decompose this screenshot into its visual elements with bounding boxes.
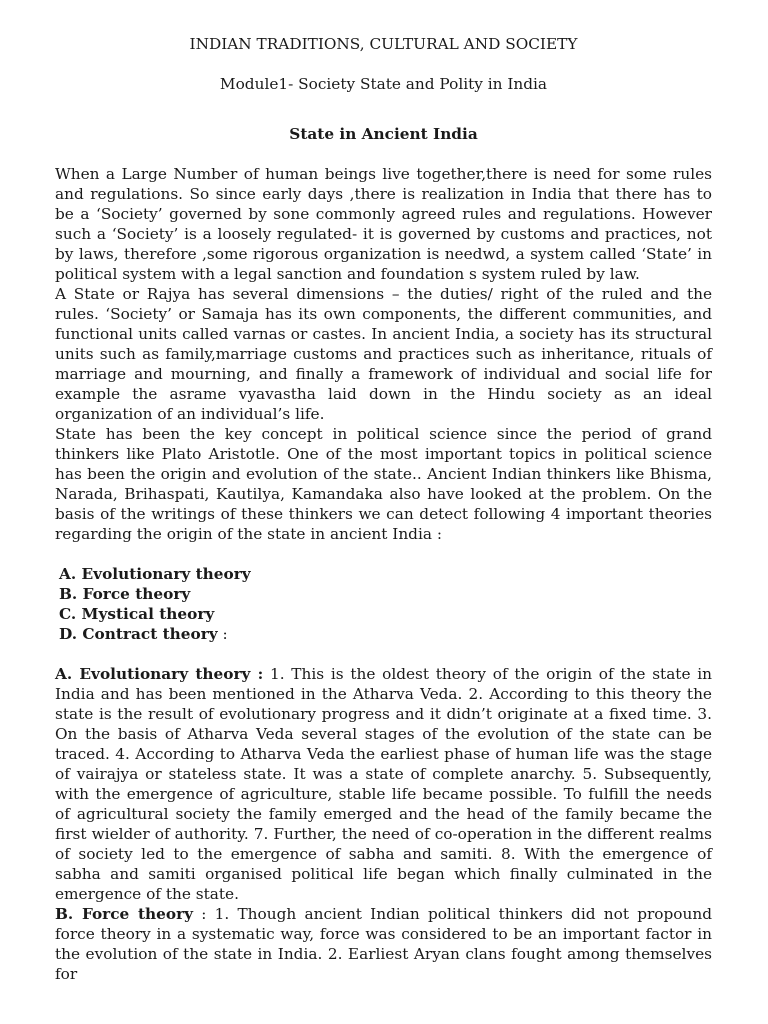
theory-b: B. Force theory: [59, 585, 191, 603]
paragraph-force-theory: [55, 904, 712, 984]
theory-c: C. Mystical theory: [59, 605, 215, 623]
evolutionary-theory-label: A. Evolutionary theory :: [55, 665, 264, 683]
module-title: Module1- Society State and Polity in India: [219, 75, 548, 93]
list-item: [55, 564, 712, 584]
evolutionary-theory-text: 1. This is the oldest theory of the origin of the state in India and has been mentioned in the Atharva Veda. 2. According to this theory the state is the result of evolutionary progress and it didn’t originate at a fixed time. 3. On the basis of Atharva Veda several stages of the evolution of the state can be traced. 4. According to Atharva Veda the earliest phase of human life was the stage of vairajya or stateless state. It was a state of complete anarchy. 5. Subsequently, with the emergence of agriculture, stable life became possible. To fulfill the needs of agricultural society the family emerged and the head of the family became the first wielder of authority. 7. Further, the need of co-operation in the different realms of society led to the emergence of sabha and samiti. 8. With the emergence of sabha and samiti organised political life began which finally culminated in the emergence of the state.: [55, 665, 712, 903]
theory-d: D. Contract theory: [59, 625, 218, 643]
theory-a: A. Evolutionary theory: [59, 565, 251, 583]
force-theory-text: : 1. Though ancient Indian political thinkers did not propound force theory in a systematic way, force was considered to be an important factor in the evolution of the state in India. 2. Earliest Aryan clans fought among themselves for: [55, 905, 713, 983]
paragraph-evolutionary-theory: [55, 664, 712, 904]
list-item: [55, 624, 712, 644]
course-title: INDIAN TRADITIONS, CULTURAL AND SOCIETY: [189, 35, 578, 53]
paragraph-state-rajya: A State or Rajya has several dimensions – the duties/ right of the ruled and the rules. ‘Society’ or Samaja has its own components, the different communities, and functional units called varnas or castes. In ancient India, a society has its structural units such as family,marriage customs and practices such as inheritance, rituals of marriage and mourning, and finally a framework of individual and social life for example the asrame vyavastha laid down in the Hindu society as an ideal organization of an individual’s life.: [55, 285, 712, 423]
document-page: [55, 34, 712, 984]
section-title: State in Ancient India: [289, 125, 478, 143]
paragraph-intro: When a Large Number of human beings live together,there is need for some rules and regulations. So since early days ,there is realization in India that there has to be a ‘Society’ governed by sone commonly agreed rules and regulations. However such a ‘Society’ is a loosely regulated- it is governed by customs and practices, not by laws, therefore ,some rigorous organization is needwd, a system called ‘State’ in political system with a legal sanction and foundation s system ruled by law.: [55, 165, 712, 283]
theories-list: [55, 564, 712, 644]
list-item: [55, 604, 712, 624]
theory-d-colon: :: [217, 625, 228, 643]
force-theory-label: B. Force theory: [55, 905, 194, 923]
list-item: [55, 584, 712, 604]
paragraph-key-concept: State has been the key concept in political science since the period of grand thinkers like Plato Aristotle. One of the most important topics in political science has been the origin and evolution of the state.. Ancient Indian thinkers like Bhisma, Narada, Brihaspati, Kautilya, Kamandaka also have looked at the problem. On the basis of the writings of these thinkers we can detect following 4 important theories regarding the origin of the state in ancient India :: [55, 425, 712, 543]
